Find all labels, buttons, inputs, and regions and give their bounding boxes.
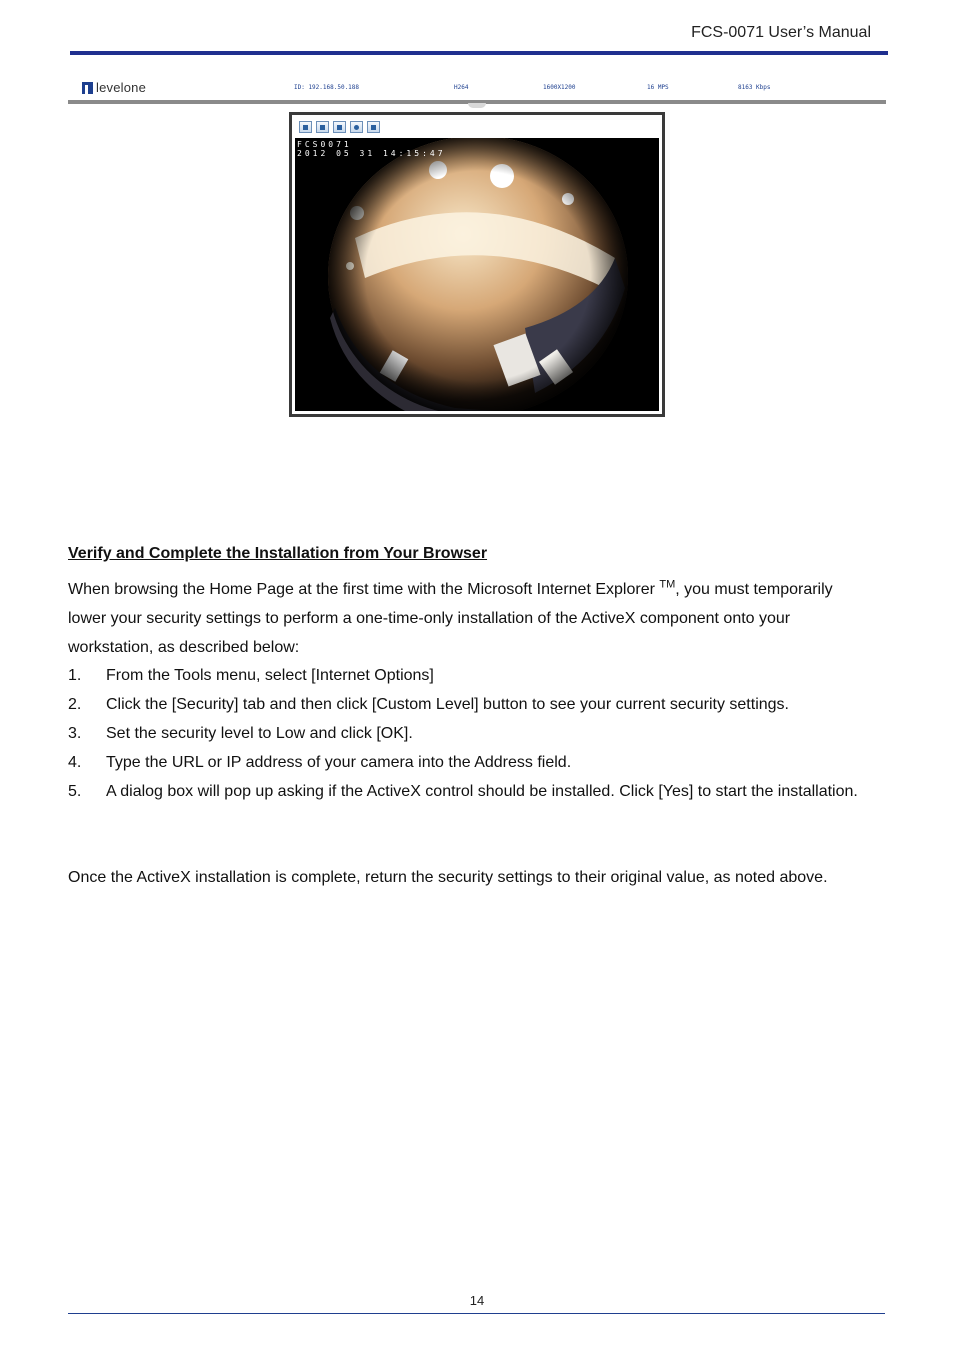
- live-view-window: [289, 112, 665, 417]
- levelone-logo-icon: [82, 82, 93, 94]
- codec-stat: H264: [454, 84, 469, 91]
- fisheye-video-frame: [295, 138, 659, 411]
- step-number: 1.: [68, 667, 82, 684]
- installation-steps: [68, 661, 878, 806]
- step-text: From the Tools menu, select [Internet Options]: [106, 667, 434, 684]
- bitrate-stat: 8163 Kbps: [738, 84, 771, 91]
- closing-paragraph: Once the ActiveX installation is complete, return the security settings to their original value, as noted above.: [68, 869, 828, 886]
- viewer-toolbar: [299, 121, 380, 133]
- trademark-symbol: TM: [659, 578, 676, 591]
- header-rule: [70, 51, 888, 55]
- step-number: 3.: [68, 725, 82, 742]
- topbar-collapse-handle: [468, 103, 486, 108]
- step-text: Click the [Security] tab and then click [Custom Level] button to see your current security settings.: [106, 696, 789, 713]
- fisheye-image: [295, 138, 659, 411]
- audio-icon: [333, 121, 346, 133]
- framerate-stat: 16 MPS: [647, 84, 669, 91]
- camera-id-stat: ID: 192.168.50.188: [294, 84, 360, 91]
- snapshot-icon: [316, 121, 329, 133]
- page-number: 14: [469, 1293, 485, 1308]
- list-item: [68, 661, 878, 690]
- intro-text-start: When browsing the Home Page at the first time with the Microsoft Internet Explorer: [68, 581, 660, 598]
- intro-paragraph: [68, 575, 868, 662]
- fullscreen-icon: [299, 121, 312, 133]
- record-icon: [350, 121, 363, 133]
- list-item: [68, 777, 878, 806]
- step-number: 2.: [68, 696, 82, 713]
- intro-text-end: , you must temporarily lower your security settings to perform a one-time-only installation of the ActiveX component onto your workstation, as described below:: [68, 581, 833, 656]
- resolution-stat: 1600X1200: [543, 84, 576, 91]
- step-text: A dialog box will pop up asking if the ActiveX control should be installed. Click [Yes] to start the installation.: [106, 783, 858, 800]
- list-item: [68, 690, 878, 719]
- step-text: Type the URL or IP address of your camera into the Address field.: [106, 754, 572, 771]
- settings-icon: [367, 121, 380, 133]
- osd-timestamp: 2012 05 31 14:15:47: [297, 149, 446, 158]
- step-number: 5.: [68, 783, 82, 800]
- footer-rule: [68, 1313, 885, 1314]
- osd-camera-name: FCS0071: [297, 140, 352, 149]
- video-osd-overlay: [297, 140, 446, 158]
- levelone-logo: [82, 80, 146, 95]
- step-text: Set the security level to Low and click [OK].: [106, 725, 413, 742]
- step-number: 4.: [68, 754, 82, 771]
- section-heading: Verify and Complete the Installation from Your Browser: [68, 545, 488, 562]
- manual-title: FCS-0071 User’s Manual: [691, 24, 871, 41]
- camera-ui-topbar: [68, 78, 886, 100]
- list-item: [68, 748, 878, 777]
- logo-text: levelone: [96, 80, 147, 95]
- list-item: [68, 719, 878, 748]
